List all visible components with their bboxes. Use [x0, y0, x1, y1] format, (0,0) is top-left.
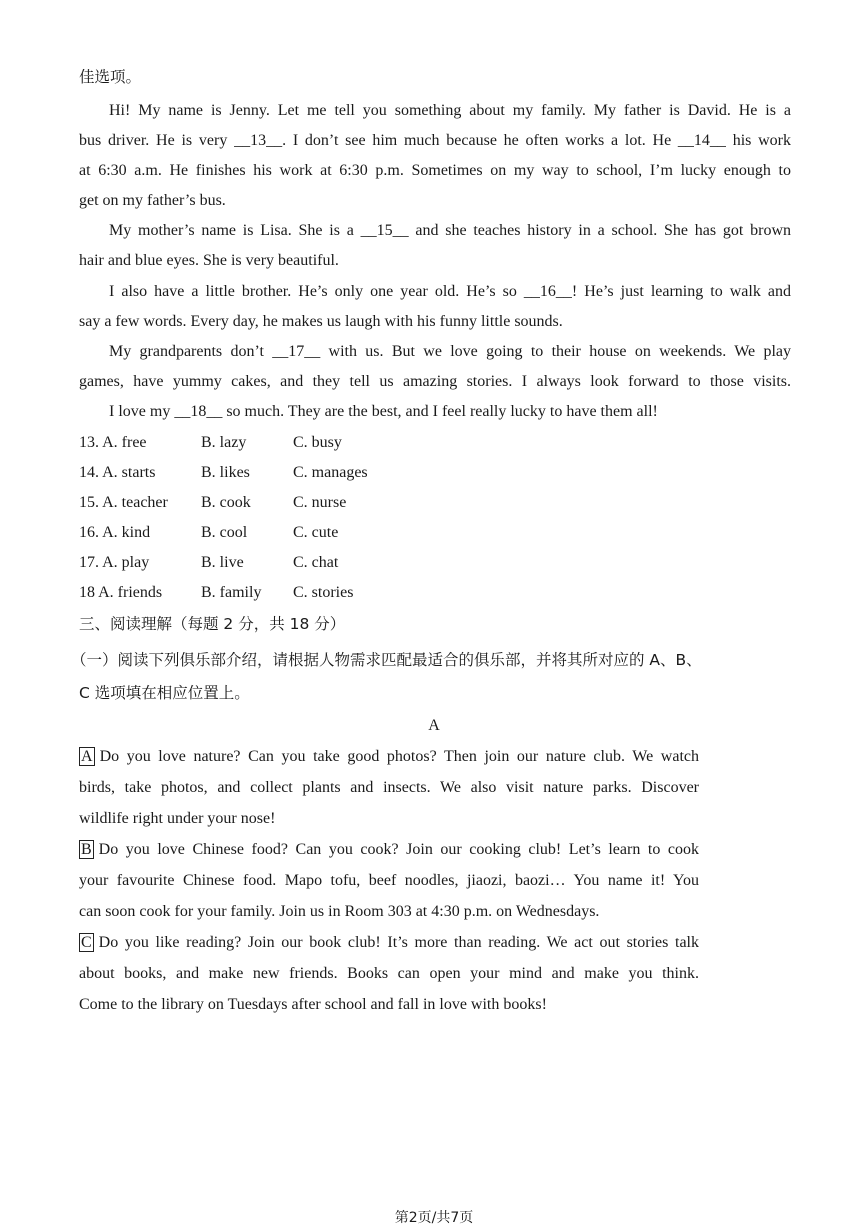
- option-14-c: C. manages: [293, 464, 368, 481]
- club-a-l2: birds, take photos, and collect plants and insects. We also visit nature parks. Discover: [79, 779, 699, 796]
- page-footer: 第2页/共7页: [394, 1210, 474, 1226]
- sub-heading-l2: C 选项填在相应位置上。: [79, 684, 250, 702]
- option-16-b: B. cool: [201, 524, 248, 541]
- passage-p2-l1: My mother’s name is Lisa. She is a __15__ and she teaches history in a school. She has got brown: [109, 222, 791, 239]
- club-b-l1: [79, 839, 699, 861]
- passage-p1-l1: Hi! My name is Jenny. Let me tell you something about my family. My father is David. He is a: [109, 102, 791, 119]
- club-c-l2: about books, and make new friends. Books can open your mind and make you think.: [79, 965, 699, 982]
- club-b-letter: B: [81, 841, 92, 858]
- option-18-a: 18 A. friends: [79, 584, 163, 601]
- club-b-l3: can soon cook for your family. Join us in Room 303 at 4:30 p.m. on Wednesdays.: [79, 903, 600, 920]
- club-a-letter: A: [81, 748, 93, 765]
- option-18-c: C. stories: [293, 584, 354, 601]
- passage-p3-l1: I also have a little brother. He’s only one year old. He’s so __16__! He’s just learning to walk and: [109, 283, 791, 300]
- club-c-text-1: Do you like reading? Join our book club! It’s more than reading. We act out stories talk: [98, 934, 699, 951]
- club-a-l3: wildlife right under your nose!: [79, 810, 276, 827]
- option-17-b: B. live: [201, 554, 244, 571]
- part-label: A: [428, 717, 440, 734]
- club-b-text-1: Do you love Chinese food? Can you cook? Join our cooking club! Let’s learn to cook: [98, 841, 699, 858]
- option-18-b: B. family: [201, 584, 262, 601]
- option-15-b: B. cook: [201, 494, 251, 511]
- passage-p1-l4: get on my father’s bus.: [79, 192, 226, 209]
- passage-p4-l1: My grandparents don’t __17__ with us. But we love going to their house on weekends. We play: [109, 343, 791, 360]
- option-15-a: 15. A. teacher: [79, 494, 168, 511]
- passage-p1-l2: bus driver. He is very __13__. I don’t see him much because he often works a lot. He __14__ his work: [79, 132, 791, 149]
- passage-p3-l2: say a few words. Every day, he makes us laugh with his funny little sounds.: [79, 313, 563, 330]
- passage-p5-l1: I love my __18__ so much. They are the best, and I feel really lucky to have them all!: [109, 403, 658, 420]
- option-16-a: 16. A. kind: [79, 524, 151, 541]
- intro-tail: 佳选项。: [79, 68, 142, 86]
- option-16-c: C. cute: [293, 524, 339, 541]
- option-17-a: 17. A. play: [79, 554, 150, 571]
- option-13-c: C. busy: [293, 434, 342, 451]
- club-c-l3: Come to the library on Tuesdays after school and fall in love with books!: [79, 996, 547, 1013]
- passage-p1-l3: at 6:30 a.m. He finishes his work at 6:30 p.m. Sometimes on my way to school, I’m lucky enough to: [79, 162, 791, 179]
- club-c-l1: [79, 932, 699, 954]
- club-b-l2: your favourite Chinese food. Mapo tofu, beef noodles, jiaozi, baozi… You name it! You: [79, 872, 699, 889]
- club-a-text-1: Do you love nature? Can you take good photos? Then join our nature club. We watch: [99, 748, 699, 765]
- option-14-b: B. likes: [201, 464, 250, 481]
- club-c-letter: C: [81, 934, 92, 951]
- passage-p4-l2: games, have yummy cakes, and they tell us amazing stories. I always look forward to those visits.: [79, 373, 791, 390]
- sub-heading-l1: （一）阅读下列俱乐部介绍，请根据人物需求匹配最适合的俱乐部，并将其所对应的 A、B、: [71, 651, 702, 669]
- passage-p2-l2: hair and blue eyes. She is very beautiful.: [79, 252, 339, 269]
- option-17-c: C. chat: [293, 554, 339, 571]
- section-heading: 三、阅读理解（每题 2 分，共 18 分）: [79, 615, 346, 633]
- option-14-a: 14. A. starts: [79, 464, 156, 481]
- option-13-a: 13. A. free: [79, 434, 147, 451]
- option-13-b: B. lazy: [201, 434, 247, 451]
- club-a-l1: [79, 746, 699, 768]
- option-15-c: C. nurse: [293, 494, 347, 511]
